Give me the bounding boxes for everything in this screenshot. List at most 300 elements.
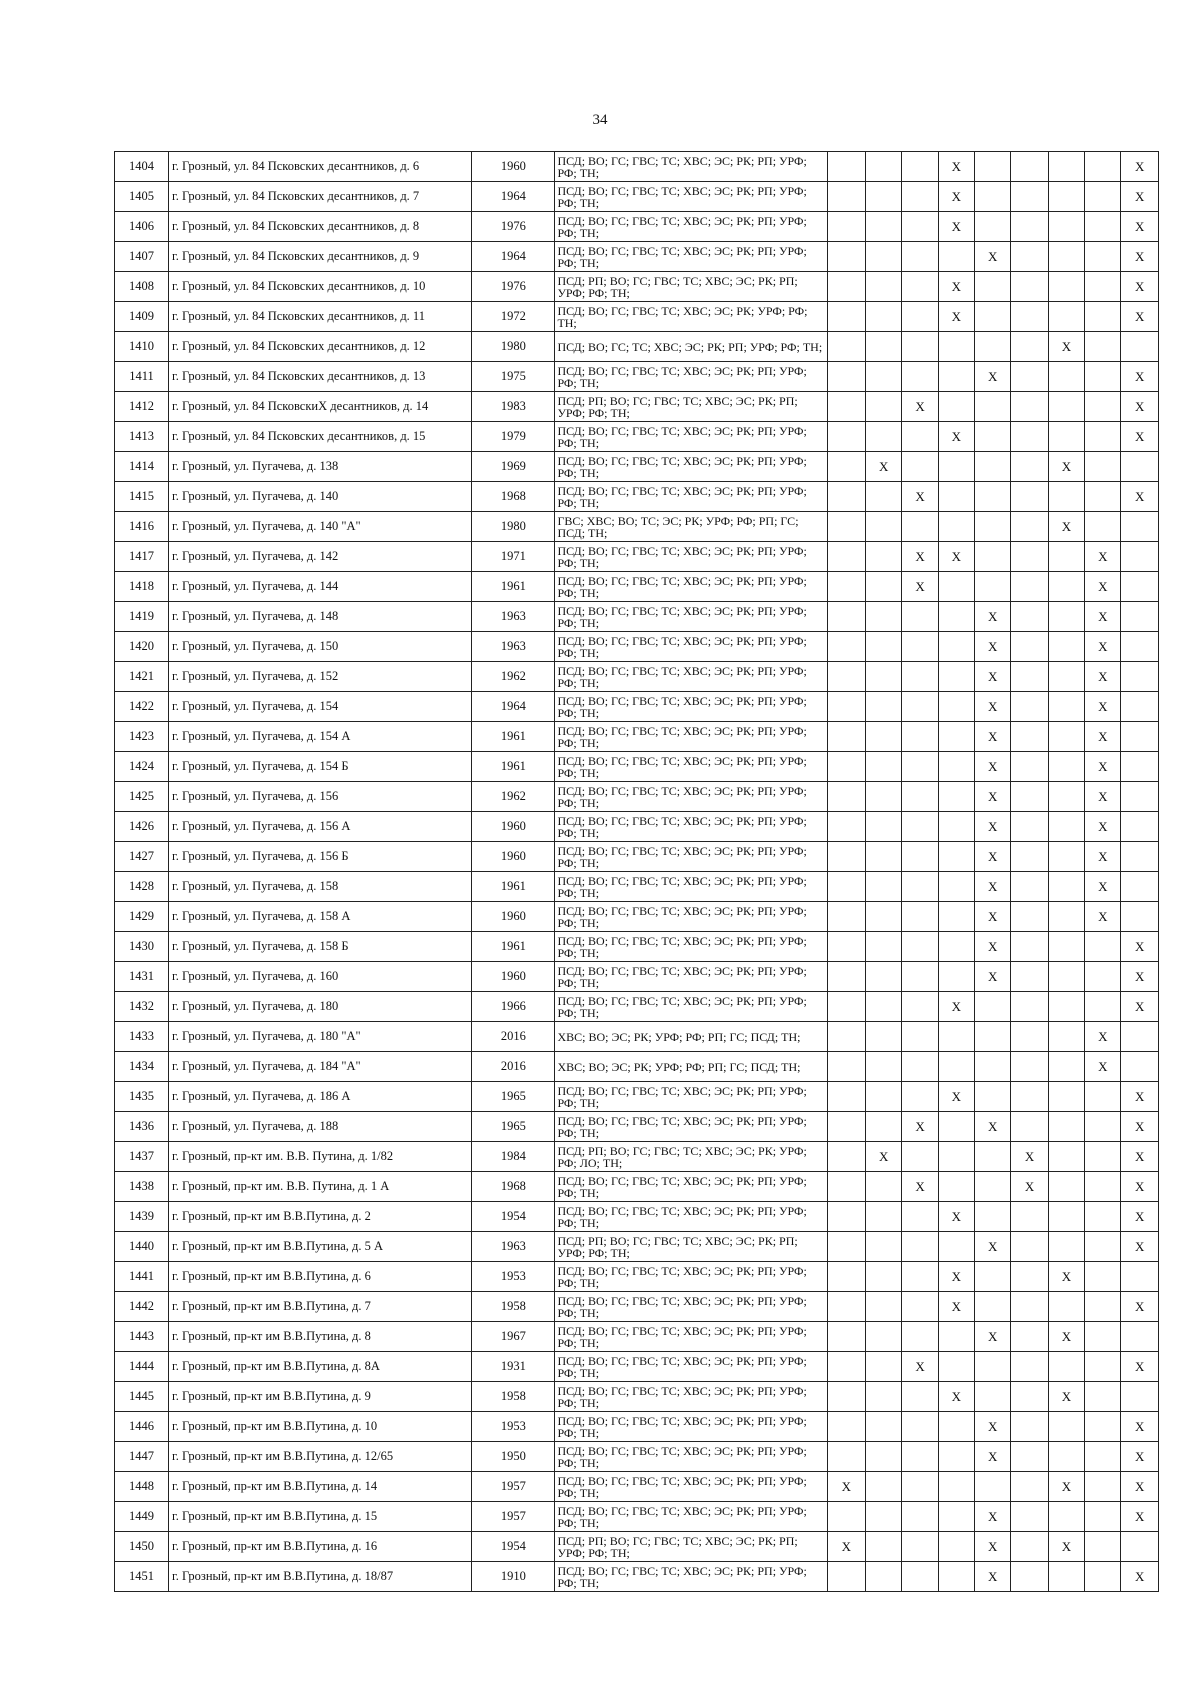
address-cell: г. Грозный, ул. Пугачева, д. 140 "А" (169, 512, 472, 542)
mark-cell (1048, 572, 1084, 602)
row-number: 1445 (115, 1382, 169, 1412)
year-cell: 1957 (472, 1472, 555, 1502)
mark-cell (938, 1562, 974, 1592)
mark-cell (827, 1232, 865, 1262)
address-cell: г. Грозный, пр-кт им В.В.Путина, д. 18/87 (169, 1562, 472, 1592)
table-row (115, 362, 1159, 392)
mark-cell (902, 1382, 938, 1412)
mark-cell (938, 512, 974, 542)
mark-cell-x: X (1048, 1472, 1084, 1502)
mark-cell-x: X (938, 272, 974, 302)
table-row (115, 1382, 1159, 1412)
mark-cell-x: X (975, 692, 1011, 722)
mark-cell (1121, 1532, 1159, 1562)
mark-cell (827, 662, 865, 692)
mark-cell (1048, 1352, 1084, 1382)
mark-cell-x: X (1011, 1172, 1048, 1202)
mark-cell (827, 152, 865, 182)
mark-cell-x: X (902, 542, 938, 572)
mark-cell (1048, 962, 1084, 992)
mark-cell (827, 782, 865, 812)
address-cell: г. Грозный, ул. 84 Псковских десантников, д. 12 (169, 332, 472, 362)
mark-cell (1121, 752, 1159, 782)
mark-cell-x: X (1121, 1082, 1159, 1112)
works-cell: ПСД; ВО; ГС; ГВС; ТС; ХВС; ЭС; РК; РП; УРФ; РФ; ТН; (555, 482, 827, 512)
mark-cell (1011, 212, 1048, 242)
mark-cell-x: X (866, 452, 902, 482)
row-number: 1439 (115, 1202, 169, 1232)
year-cell: 1960 (472, 812, 555, 842)
mark-cell-x: X (975, 1532, 1011, 1562)
mark-cell (827, 362, 865, 392)
mark-cell (902, 1562, 938, 1592)
mark-cell (975, 1292, 1011, 1322)
mark-cell (902, 632, 938, 662)
mark-cell (902, 1322, 938, 1352)
mark-cell (1048, 722, 1084, 752)
table-row (115, 1502, 1159, 1532)
mark-cell (1085, 422, 1121, 452)
mark-cell-x: X (1121, 1442, 1159, 1472)
mark-cell (902, 152, 938, 182)
mark-cell-x: X (1048, 512, 1084, 542)
mark-cell (866, 1262, 902, 1292)
row-number: 1434 (115, 1052, 169, 1082)
table-row (115, 212, 1159, 242)
row-number: 1412 (115, 392, 169, 422)
mark-cell (866, 242, 902, 272)
mark-cell-x: X (1121, 302, 1159, 332)
mark-cell (1011, 1292, 1048, 1322)
year-cell: 1910 (472, 1562, 555, 1592)
mark-cell (1121, 1022, 1159, 1052)
works-cell: ПСД; ВО; ГС; ГВС; ТС; ХВС; ЭС; РК; РП; УРФ; РФ; ТН; (555, 842, 827, 872)
mark-cell (1085, 1292, 1121, 1322)
address-cell: г. Грозный, ул. Пугачева, д. 184 "А" (169, 1052, 472, 1082)
table-row (115, 722, 1159, 752)
mark-cell (866, 512, 902, 542)
mark-cell (827, 1172, 865, 1202)
mark-cell (1121, 512, 1159, 542)
table-row (115, 332, 1159, 362)
address-cell: г. Грозный, пр-кт им. В.В. Путина, д. 1 А (169, 1172, 472, 1202)
mark-cell (902, 782, 938, 812)
mark-cell (902, 842, 938, 872)
mark-cell (1048, 482, 1084, 512)
mark-cell (902, 182, 938, 212)
table-row (115, 1442, 1159, 1472)
row-number: 1423 (115, 722, 169, 752)
mark-cell (827, 452, 865, 482)
mark-cell (866, 1052, 902, 1082)
mark-cell (938, 842, 974, 872)
mark-cell-x: X (1085, 812, 1121, 842)
row-number: 1428 (115, 872, 169, 902)
mark-cell (1085, 272, 1121, 302)
table-row (115, 812, 1159, 842)
mark-cell (1048, 662, 1084, 692)
mark-cell (1048, 1022, 1084, 1052)
works-cell: ПСД; ВО; ГС; ГВС; ТС; ХВС; ЭС; РК; РП; УРФ; РФ; ТН; (555, 452, 827, 482)
mark-cell (827, 1412, 865, 1442)
address-cell: г. Грозный, пр-кт им В.В.Путина, д. 5 А (169, 1232, 472, 1262)
address-cell: г. Грозный, ул. Пугачева, д. 154 (169, 692, 472, 722)
mark-cell (902, 902, 938, 932)
mark-cell (975, 542, 1011, 572)
mark-cell (1121, 632, 1159, 662)
mark-cell (827, 1022, 865, 1052)
mark-cell-x: X (1121, 242, 1159, 272)
table-row (115, 272, 1159, 302)
address-cell: г. Грозный, пр-кт им В.В.Путина, д. 8А (169, 1352, 472, 1382)
row-number: 1419 (115, 602, 169, 632)
mark-cell (1011, 482, 1048, 512)
mark-cell (827, 1502, 865, 1532)
mark-cell (1048, 1562, 1084, 1592)
mark-cell (1048, 1142, 1084, 1172)
mark-cell (866, 1082, 902, 1112)
mark-cell (1011, 242, 1048, 272)
mark-cell-x: X (902, 482, 938, 512)
mark-cell (827, 1382, 865, 1412)
mark-cell (1121, 722, 1159, 752)
mark-cell (866, 182, 902, 212)
mark-cell (866, 302, 902, 332)
works-cell: ПСД; ВО; ГС; ГВС; ТС; ХВС; ЭС; РК; РП; УРФ; РФ; ТН; (555, 692, 827, 722)
address-cell: г. Грозный, пр-кт им В.В.Путина, д. 15 (169, 1502, 472, 1532)
mark-cell-x: X (902, 1112, 938, 1142)
year-cell: 1968 (472, 1172, 555, 1202)
table-row (115, 842, 1159, 872)
mark-cell-x: X (1048, 1322, 1084, 1352)
year-cell: 1984 (472, 1142, 555, 1172)
mark-cell (975, 1022, 1011, 1052)
table-row (115, 1562, 1159, 1592)
year-cell: 1972 (472, 302, 555, 332)
year-cell: 1960 (472, 152, 555, 182)
table-row (115, 602, 1159, 632)
mark-cell-x: X (938, 1202, 974, 1232)
works-cell: ПСД; ВО; ГС; ГВС; ТС; ХВС; ЭС; РК; РП; УРФ; РФ; ТН; (555, 1322, 827, 1352)
mark-cell (1048, 1082, 1084, 1112)
mark-cell (975, 152, 1011, 182)
mark-cell (1048, 782, 1084, 812)
mark-cell-x: X (902, 1172, 938, 1202)
table-row (115, 992, 1159, 1022)
row-number: 1427 (115, 842, 169, 872)
mark-cell (902, 332, 938, 362)
year-cell: 1958 (472, 1292, 555, 1322)
mark-cell (1048, 752, 1084, 782)
address-cell: г. Грозный, ул. Пугачева, д. 158 Б (169, 932, 472, 962)
mark-cell (866, 572, 902, 602)
address-cell: г. Грозный, пр-кт им В.В.Путина, д. 8 (169, 1322, 472, 1352)
mark-cell (902, 1292, 938, 1322)
mark-cell (975, 1472, 1011, 1502)
mark-cell (866, 1352, 902, 1382)
table-row (115, 932, 1159, 962)
mark-cell (827, 572, 865, 602)
row-number: 1404 (115, 152, 169, 182)
mark-cell (827, 1442, 865, 1472)
mark-cell-x: X (1121, 272, 1159, 302)
mark-cell (902, 692, 938, 722)
mark-cell-x: X (1085, 722, 1121, 752)
mark-cell (902, 1022, 938, 1052)
mark-cell (902, 1202, 938, 1232)
table-row (115, 1142, 1159, 1172)
mark-cell (1048, 992, 1084, 1022)
mark-cell (1085, 1412, 1121, 1442)
mark-cell (827, 242, 865, 272)
row-number: 1417 (115, 542, 169, 572)
address-cell: г. Грозный, пр-кт им В.В.Путина, д. 14 (169, 1472, 472, 1502)
table-row (115, 1292, 1159, 1322)
mark-cell (902, 752, 938, 782)
works-cell: ХВС; ВО; ЭС; РК; УРФ; РФ; РП; ГС; ПСД; ТН; (555, 1052, 827, 1082)
mark-cell-x: X (1048, 1532, 1084, 1562)
table-row (115, 872, 1159, 902)
mark-cell (902, 242, 938, 272)
address-cell: г. Грозный, ул. Пугачева, д. 156 Б (169, 842, 472, 872)
mark-cell-x: X (1085, 662, 1121, 692)
works-cell: ПСД; ВО; ГС; ГВС; ТС; ХВС; ЭС; РК; РП; УРФ; РФ; ТН; (555, 962, 827, 992)
mark-cell (827, 1112, 865, 1142)
mark-cell (938, 1322, 974, 1352)
mark-cell (827, 332, 865, 362)
works-cell: ПСД; ВО; ГС; ГВС; ТС; ХВС; ЭС; РК; РП; УРФ; РФ; ТН; (555, 752, 827, 782)
mark-cell (827, 902, 865, 932)
mark-cell-x: X (1121, 362, 1159, 392)
mark-cell (827, 1562, 865, 1592)
year-cell: 1950 (472, 1442, 555, 1472)
mark-cell (866, 932, 902, 962)
row-number: 1411 (115, 362, 169, 392)
mark-cell (1011, 752, 1048, 782)
row-number: 1446 (115, 1412, 169, 1442)
mark-cell (1048, 1052, 1084, 1082)
table-row (115, 1352, 1159, 1382)
row-number: 1429 (115, 902, 169, 932)
year-cell: 1962 (472, 662, 555, 692)
year-cell: 1979 (472, 422, 555, 452)
mark-cell (827, 962, 865, 992)
mark-cell (1048, 872, 1084, 902)
mark-cell-x: X (1121, 152, 1159, 182)
mark-cell (1121, 662, 1159, 692)
year-cell: 1953 (472, 1412, 555, 1442)
mark-cell (1085, 992, 1121, 1022)
table-row (115, 662, 1159, 692)
mark-cell (1048, 152, 1084, 182)
mark-cell (975, 1352, 1011, 1382)
mark-cell (1011, 962, 1048, 992)
mark-cell (902, 1442, 938, 1472)
mark-cell-x: X (1121, 1172, 1159, 1202)
mark-cell (938, 332, 974, 362)
address-cell: г. Грозный, ул. Пугачева, д. 154 Б (169, 752, 472, 782)
row-number: 1447 (115, 1442, 169, 1472)
mark-cell-x: X (975, 782, 1011, 812)
year-cell: 1963 (472, 602, 555, 632)
mark-cell-x: X (1085, 782, 1121, 812)
table-row (115, 1232, 1159, 1262)
works-cell: ПСД; ВО; ГС; ГВС; ТС; ХВС; ЭС; РК; РП; УРФ; РФ; ТН; (555, 1562, 827, 1592)
mark-cell-x: X (938, 212, 974, 242)
mark-cell-x: X (1121, 1202, 1159, 1232)
mark-cell-x: X (975, 242, 1011, 272)
year-cell: 1957 (472, 1502, 555, 1532)
works-cell: ПСД; ВО; ГС; ГВС; ТС; ХВС; ЭС; РК; РП; УРФ; РФ; ТН; (555, 722, 827, 752)
mark-cell (938, 932, 974, 962)
table-row (115, 1112, 1159, 1142)
mark-cell (1011, 992, 1048, 1022)
mark-cell (1085, 1382, 1121, 1412)
mark-cell (1085, 512, 1121, 542)
mark-cell (938, 482, 974, 512)
row-number: 1409 (115, 302, 169, 332)
mark-cell (1085, 1082, 1121, 1112)
row-number: 1426 (115, 812, 169, 842)
mark-cell-x: X (1085, 902, 1121, 932)
mark-cell-x: X (975, 602, 1011, 632)
year-cell: 1953 (472, 1262, 555, 1292)
mark-cell (1048, 212, 1084, 242)
mark-cell-x: X (975, 722, 1011, 752)
mark-cell (1011, 902, 1048, 932)
mark-cell (827, 992, 865, 1022)
mark-cell (827, 1322, 865, 1352)
address-cell: г. Грозный, ул. 84 Псковских десантников, д. 7 (169, 182, 472, 212)
mark-cell (1011, 1262, 1048, 1292)
mark-cell-x: X (1048, 1262, 1084, 1292)
mark-cell (827, 692, 865, 722)
works-cell: ПСД; ВО; ГС; ГВС; ТС; ХВС; ЭС; РК; РП; УРФ; РФ; ТН; (555, 1412, 827, 1442)
mark-cell (1011, 1472, 1048, 1502)
mark-cell (1085, 1532, 1121, 1562)
year-cell: 1983 (472, 392, 555, 422)
mark-cell-x: X (1121, 1472, 1159, 1502)
mark-cell (1011, 722, 1048, 752)
mark-cell (1048, 842, 1084, 872)
mark-cell (866, 152, 902, 182)
works-cell: ПСД; ВО; ГС; ГВС; ТС; ХВС; ЭС; РК; РП; УРФ; РФ; ТН; (555, 662, 827, 692)
mark-cell (1011, 842, 1048, 872)
works-cell: ПСД; ВО; ГС; ГВС; ТС; ХВС; ЭС; РК; РП; УРФ; РФ; ТН; (555, 1502, 827, 1532)
mark-cell (975, 512, 1011, 542)
mark-cell (1011, 1202, 1048, 1232)
mark-cell (1085, 242, 1121, 272)
mark-cell (938, 1412, 974, 1442)
works-cell: ПСД; ВО; ГС; ГВС; ТС; ХВС; ЭС; РК; РП; УРФ; РФ; ТН; (555, 782, 827, 812)
mark-cell (1011, 272, 1048, 302)
mark-cell-x: X (938, 542, 974, 572)
mark-cell (938, 362, 974, 392)
address-cell: г. Грозный, ул. 84 ПсковскиХ десантников, д. 14 (169, 392, 472, 422)
mark-cell (866, 602, 902, 632)
mark-cell (866, 332, 902, 362)
year-cell: 1961 (472, 722, 555, 752)
mark-cell (938, 1022, 974, 1052)
mark-cell-x: X (938, 302, 974, 332)
table-row (115, 782, 1159, 812)
year-cell: 2016 (472, 1052, 555, 1082)
row-number: 1405 (115, 182, 169, 212)
mark-cell (866, 1502, 902, 1532)
works-cell: ПСД; ВО; ГС; ГВС; ТС; ХВС; ЭС; РК; РП; УРФ; РФ; ТН; (555, 572, 827, 602)
mark-cell (1048, 182, 1084, 212)
mark-cell (1048, 1202, 1084, 1232)
mark-cell-x: X (1121, 1352, 1159, 1382)
mark-cell-x: X (1121, 212, 1159, 242)
mark-cell (975, 1052, 1011, 1082)
works-cell: ПСД; РП; ВО; ГС; ГВС; ТС; ХВС; ЭС; РК; РП; УРФ; РФ; ТН; (555, 392, 827, 422)
mark-cell (1085, 1472, 1121, 1502)
row-number: 1443 (115, 1322, 169, 1352)
mark-cell (1048, 392, 1084, 422)
address-cell: г. Грозный, ул. Пугачева, д. 156 (169, 782, 472, 812)
mark-cell (975, 212, 1011, 242)
row-number: 1422 (115, 692, 169, 722)
row-number: 1430 (115, 932, 169, 962)
row-number: 1413 (115, 422, 169, 452)
mark-cell-x: X (938, 182, 974, 212)
mark-cell-x: X (827, 1532, 865, 1562)
mark-cell-x: X (938, 1292, 974, 1322)
mark-cell (866, 392, 902, 422)
mark-cell (902, 302, 938, 332)
table-body (115, 152, 1159, 1592)
mark-cell (902, 872, 938, 902)
mark-cell (938, 662, 974, 692)
works-cell: ПСД; ВО; ГС; ГВС; ТС; ХВС; ЭС; РК; РП; УРФ; РФ; ТН; (555, 212, 827, 242)
row-number: 1421 (115, 662, 169, 692)
works-cell: ПСД; ВО; ГС; ГВС; ТС; ХВС; ЭС; РК; РП; УРФ; РФ; ТН; (555, 1442, 827, 1472)
mark-cell (938, 452, 974, 482)
year-cell: 1954 (472, 1532, 555, 1562)
mark-cell (866, 662, 902, 692)
works-cell: ПСД; ВО; ГС; ГВС; ТС; ХВС; ЭС; РК; РП; УРФ; РФ; ТН; (555, 242, 827, 272)
mark-cell-x: X (1085, 692, 1121, 722)
mark-cell (938, 962, 974, 992)
mark-cell-x: X (1085, 542, 1121, 572)
mark-cell (827, 872, 865, 902)
mark-cell-x: X (938, 992, 974, 1022)
table-row (115, 452, 1159, 482)
mark-cell-x: X (975, 1412, 1011, 1442)
mark-cell (938, 1502, 974, 1532)
mark-cell (1085, 482, 1121, 512)
mark-cell (866, 902, 902, 932)
mark-cell (902, 662, 938, 692)
mark-cell (827, 1052, 865, 1082)
mark-cell (1011, 332, 1048, 362)
table-row (115, 1412, 1159, 1442)
row-number: 1444 (115, 1352, 169, 1382)
year-cell: 1954 (472, 1202, 555, 1232)
mark-cell (1085, 392, 1121, 422)
mark-cell (1121, 842, 1159, 872)
mark-cell (866, 1322, 902, 1352)
mark-cell (1085, 1142, 1121, 1172)
mark-cell-x: X (975, 1442, 1011, 1472)
mark-cell-x: X (827, 1472, 865, 1502)
mark-cell (938, 602, 974, 632)
mark-cell (1085, 1202, 1121, 1232)
address-cell: г. Грозный, ул. Пугачева, д. 156 А (169, 812, 472, 842)
mark-cell (827, 1292, 865, 1322)
mark-cell-x: X (1085, 572, 1121, 602)
